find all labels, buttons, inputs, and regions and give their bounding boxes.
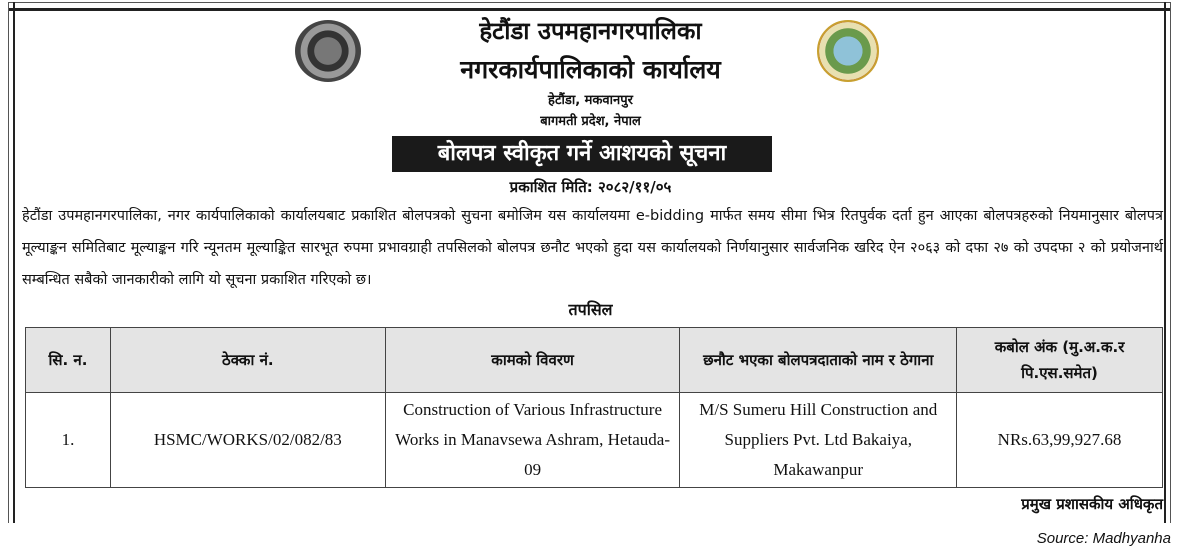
- notice-paragraph: हेटौंडा उपमहानगरपालिका, नगर कार्यपालिकाको कार्यालयबाट प्रकाशित बोलपत्रको सुचना बमोजिम यस कार्यालयमा e-bidding मार्फत समय सीमा भित्र रितपुर्वक दर्ता हुन आएका बोलपत्रहरुको नियमानुसार बोलपत्र मूल्याङ्कन समितिबाट मूल्याङ्कन गरि न्यूनतम मूल्याङ्कित सारभूत रुपमा प्रभावग्राही तपसिलको बोलपत्र छनौट भएको हुदा यस कार्यालयको निर्णयानुसार सार्वजनिक खरिद ऐन २०६३ को दफा २७ को उपदफा २ को प्रयोजनार्थ सम्बन्धित सबैको जानकारीको लागि यो सूचना प्रकाशित गरिएको छ।: [22, 208, 1163, 288]
- col-amount: कबोल अंक (मु.अ.क.र पि.एस.समेत): [957, 328, 1163, 393]
- office-name: नगरकार्यपालिकाको कार्यालय: [460, 55, 721, 84]
- cell-contract-no: HSMC/WORKS/02/082/83: [110, 393, 385, 488]
- source-credit: Source: Madhyanha: [1036, 530, 1171, 547]
- page-border-top: [8, 2, 1171, 11]
- address-line-1: हेटौंडा, मकवानपुर: [548, 93, 633, 108]
- table-header-row: [26, 328, 1163, 393]
- table-row: [26, 393, 1163, 488]
- notice-title: बोलपत्र स्वीकृत गर्ने आशयको सूचना: [392, 136, 772, 172]
- published-date: प्रकाशित मिति: २०८२/११/०५: [509, 178, 672, 196]
- address-line-2: बागमती प्रदेश, नेपाल: [540, 114, 641, 129]
- col-description: कामको विवरण: [385, 328, 680, 393]
- bid-table: [25, 327, 1163, 488]
- col-serial: सि. न.: [26, 328, 111, 393]
- org-name: हेटौंडा उपमहानगरपालिका: [479, 17, 702, 45]
- details-heading: तपसिल: [568, 300, 613, 319]
- cell-description: Construction of Various Infrastructure Works in Manavsewa Ashram, Hetauda-09: [385, 393, 680, 488]
- cell-serial: 1.: [26, 393, 111, 488]
- signature: प्रमुख प्रशासकीय अधिकृत: [1021, 495, 1163, 513]
- cell-amount: NRs.63,99,927.68: [957, 393, 1163, 488]
- col-bidder: छनौट भएका बोलपत्रदाताको नाम र ठेगाना: [680, 328, 957, 393]
- col-contract-no: ठेक्का नं.: [110, 328, 385, 393]
- cell-bidder: M/S Sumeru Hill Construction and Suppliers Pvt. Ltd Bakaiya, Makawanpur: [680, 393, 957, 488]
